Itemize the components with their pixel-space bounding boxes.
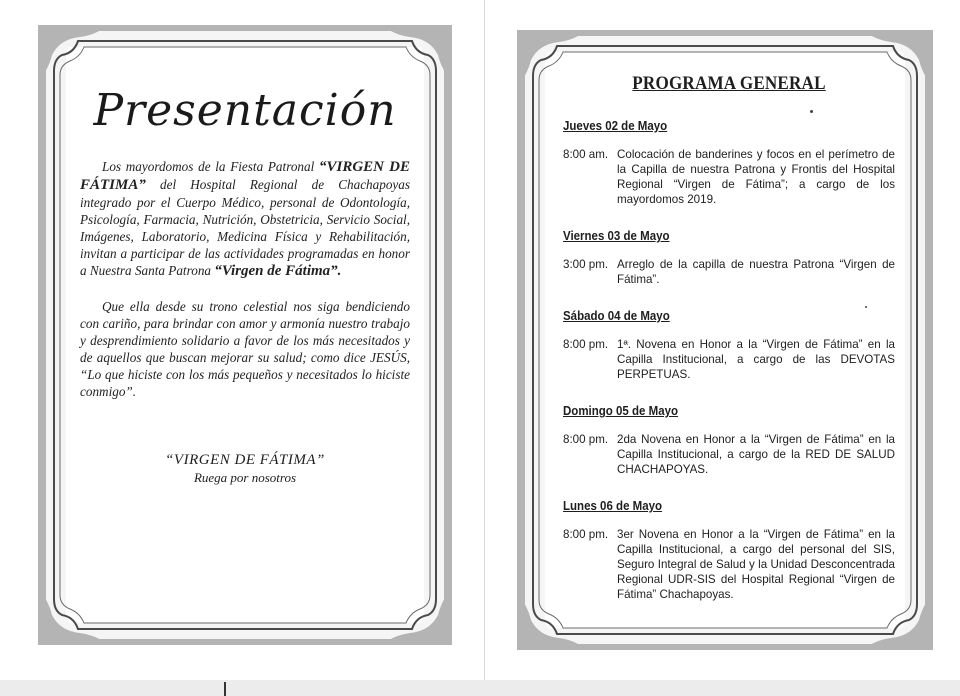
program-day	[563, 307, 895, 382]
patron-name-emphasis: “VIRGEN DE FÁTIMA”	[80, 159, 410, 194]
presentation-paragraph-2: Que ella desde su trono celestial nos siga bendiciendo con cariño, para brindar con amor y armonía nuestro trabajo y desprendimiento solidario a favor de los más necesitados y de aquellos que buscan mejorar su salud; como dice JESÚS, “Lo que hiciste con los más pequeños y necesitados lo hiciste conmigo”.	[80, 299, 410, 400]
program-content	[563, 73, 895, 622]
activity-time: 8:00 pm.	[563, 433, 609, 446]
activity-description: 3er Novena en Honor a la “Virgen de Fátima” en la Capilla Institucional, a cargo del personal del SIS, Seguro Integral de Salud y la Unidad Desconcentrada Regional UDR-SIS del Hospital Regional “Virgen de Fátima” Chachapoyas.	[617, 528, 895, 601]
activity-row	[563, 147, 895, 207]
activity-time: 8:00 pm.	[563, 528, 609, 541]
activity-description: 1ª. Novena en Honor a la “Virgen de Fátima” en la Capilla Institucional, a cargo de las DEVOTAS PERPETUAS.	[617, 338, 895, 381]
activity-description: Colocación de banderines y focos en el perímetro de la Capilla de nuestra Patrona y Frontis del Hospital Regional “Virgen de Fátima”; a cargo de los mayordomos 2019.	[617, 148, 895, 206]
day-date: Sábado 04 de Mayo	[563, 309, 670, 323]
presentation-content	[80, 80, 410, 486]
activity-row	[563, 337, 895, 382]
presentation-title: Presentación	[93, 85, 397, 136]
scan-mark	[224, 682, 226, 696]
activity-row	[563, 527, 895, 602]
activity-description: 2da Novena en Honor a la “Virgen de Fátima” en la Capilla Institucional, a cargo de la RED DE SALUD CHACHAPOYAS.	[617, 433, 895, 476]
day-date: Domingo 05 de Mayo	[563, 404, 679, 418]
paragraph1-body: del Hospital Regional de Chachapoyas integrado por el Cuerpo Médico, personal de Odontología, Psicología, Farmacia, Nutrición, Obstetricia, Servicio Social, Imágenes, Laboratorio, Medicina Física y Rehabilitación, invitan a participar de las actividades programadas en honor a Nuestra Santa Patrona	[80, 177, 411, 279]
program-day	[563, 402, 895, 477]
scan-speck	[865, 306, 867, 308]
activity-row	[563, 432, 895, 477]
program-day	[563, 497, 895, 602]
paragraph1-intro: Los mayordomos de la Fiesta Patronal	[102, 159, 315, 175]
presentation-paragraph-1	[80, 158, 410, 280]
page-fold	[484, 0, 485, 680]
activity-description: Arreglo de la capilla de nuestra Patrona “Virgen de Fátima”.	[617, 258, 895, 286]
signature-name: “VIRGEN DE FÁTIMA”	[165, 452, 325, 469]
activity-time: 8:00 am.	[563, 148, 609, 161]
program-title: PROGRAMA GENERAL	[632, 73, 826, 94]
patron-name-emphasis-2: “Virgen de Fátima”.	[214, 263, 342, 280]
program-day	[563, 227, 895, 287]
activity-row	[563, 257, 895, 287]
signature-subtitle: Ruega por nosotros	[193, 470, 297, 486]
activity-time: 8:00 pm.	[563, 338, 609, 351]
activity-time: 3:00 pm.	[563, 258, 609, 271]
day-date: Jueves 02 de Mayo	[563, 119, 668, 133]
scan-bottom-strip	[0, 680, 960, 696]
day-date: Lunes 06 de Mayo	[563, 499, 663, 513]
scan-speck	[810, 110, 813, 113]
day-date: Viernes 03 de Mayo	[563, 229, 670, 243]
program-day	[563, 117, 895, 207]
